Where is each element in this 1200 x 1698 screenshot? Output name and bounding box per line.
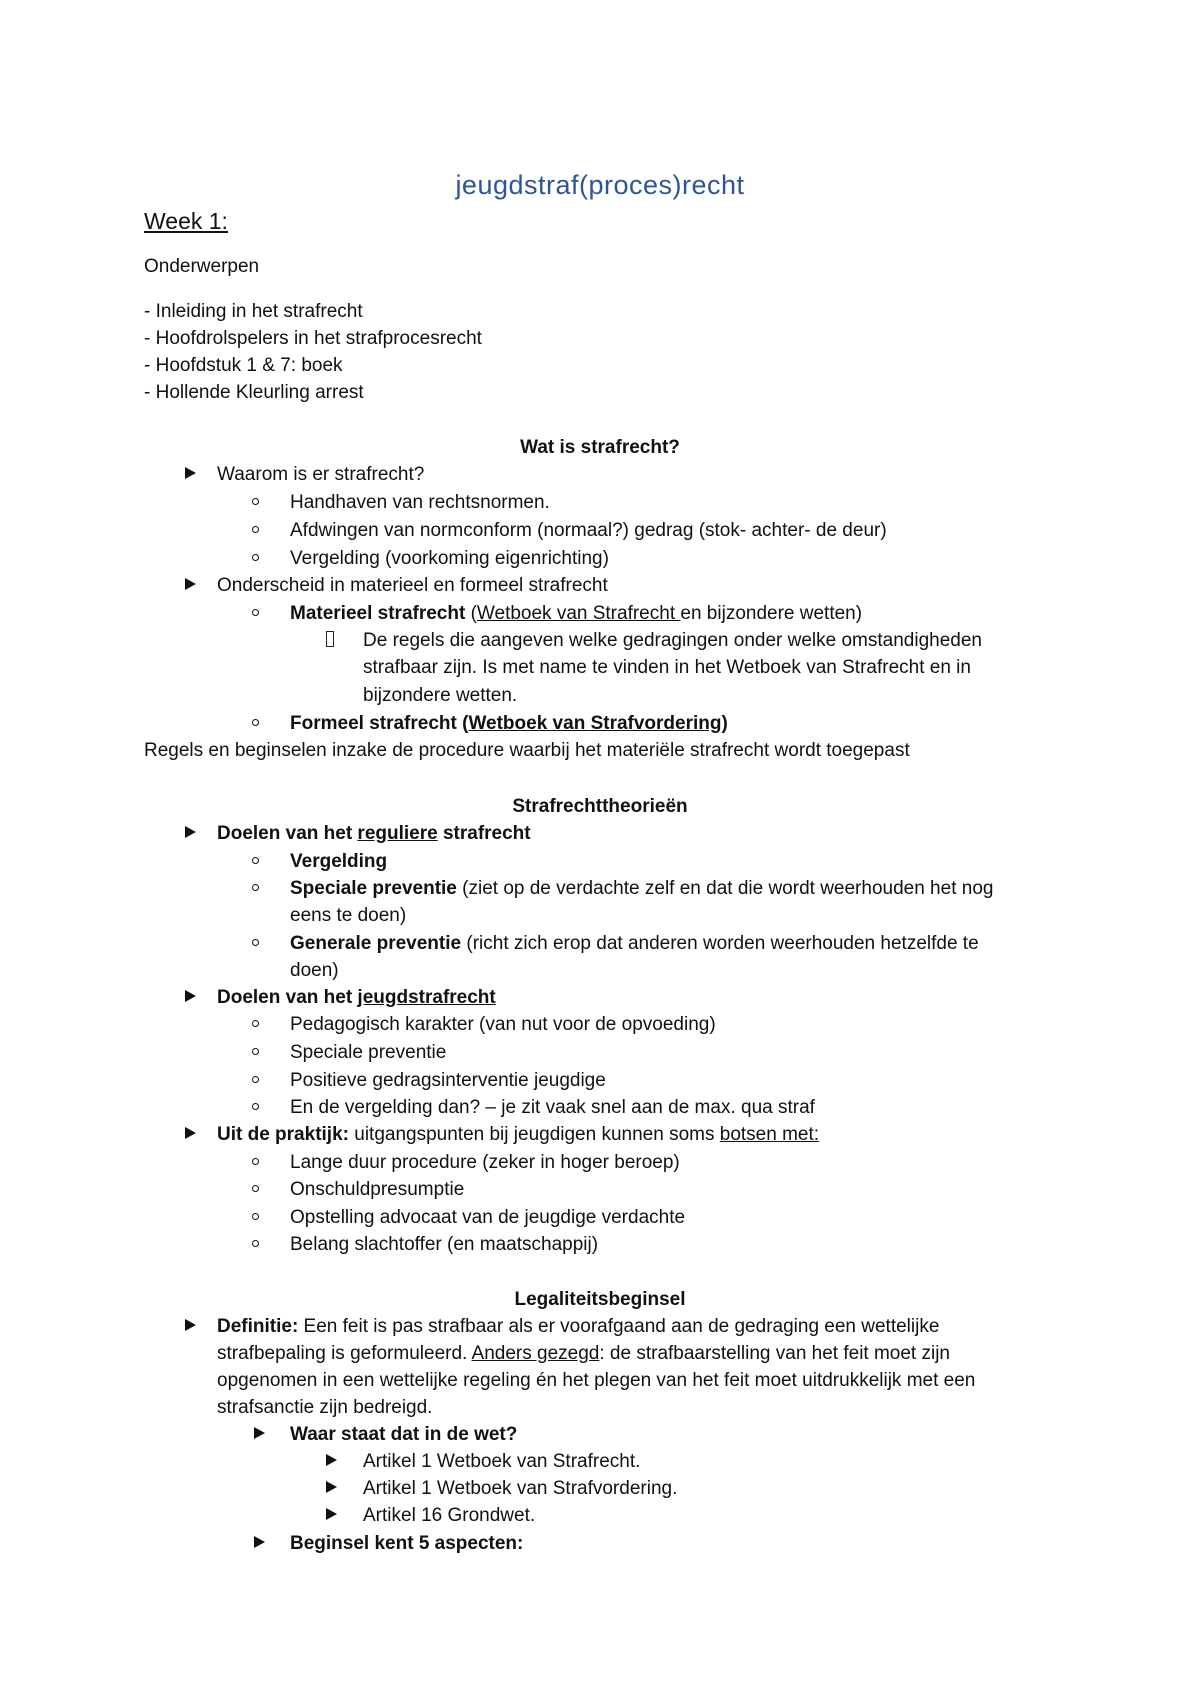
onderwerpen-item: - Hoofdstuk 1 & 7: boek xyxy=(144,355,343,376)
term: Speciale preventie xyxy=(290,878,457,899)
sub-bullet-text: Vergelding (voorkoming eigenrichting) xyxy=(290,548,609,569)
text: strafrecht xyxy=(437,823,531,844)
bullet-triangle-icon xyxy=(185,1315,196,1339)
onderwerpen-item: - Hollende Kleurling arrest xyxy=(144,382,364,403)
speciale-preventie-line xyxy=(290,877,993,901)
bullet-circle-icon xyxy=(252,1233,259,1257)
text: Doelen van het xyxy=(217,823,358,844)
text: uitgangspunten bij jeugdigen kunnen soms xyxy=(348,1124,720,1145)
sub-bullet-text: Handhaven van rechtsnormen. xyxy=(290,492,550,513)
text: (ziet op de verdachte zelf en dat die wordt weerhouden het nog xyxy=(456,878,994,899)
term: Uit de praktijk: xyxy=(217,1124,349,1145)
bullet-circle-icon xyxy=(252,519,259,543)
text: Doelen van het xyxy=(217,987,358,1008)
wetboek-strafrecht-link: Wetboek van Strafrecht xyxy=(476,603,681,624)
bullet-circle-icon xyxy=(252,1151,259,1175)
waar-staat-heading: Waar staat dat in de wet? xyxy=(290,1424,518,1445)
bullet-triangle-icon xyxy=(326,1450,337,1474)
bullet-circle-icon xyxy=(252,850,259,874)
sub-bullet-text: Afdwingen van normconform (normaal?) gedrag (stok- achter- de deur) xyxy=(290,520,887,541)
bullet-circle-icon xyxy=(252,491,259,515)
bullet-circle-icon xyxy=(252,1096,259,1120)
bullet-circle-icon xyxy=(252,602,259,626)
text: strafbepaling is geformuleerd. xyxy=(217,1343,472,1364)
formeel-strafrecht-line xyxy=(290,712,728,736)
vergelding-item: Vergelding xyxy=(290,851,388,872)
bullet-circle-icon xyxy=(252,1206,259,1230)
bullet-circle-icon xyxy=(252,932,259,956)
sub-bullet-text: Onschuldpresumptie xyxy=(290,1179,465,1200)
section-heading-wat-is-strafrecht: Wat is strafrecht? xyxy=(520,437,680,458)
bullet-triangle-icon xyxy=(185,822,196,846)
bullet-text: Onderscheid in materieel en formeel strafrecht xyxy=(217,575,608,596)
praktijk-line xyxy=(217,1123,819,1147)
underlined-term: botsen met: xyxy=(719,1124,820,1145)
artikel-item: Artikel 1 Wetboek van Strafvordering. xyxy=(363,1478,678,1499)
bullet-circle-icon xyxy=(252,1041,259,1065)
document-title: jeugdstraf(proces)recht xyxy=(455,170,745,200)
definition-line: strafbaar zijn. Is met name te vinden in het Wetboek van Strafrecht en in xyxy=(363,657,971,678)
bullet-triangle-icon xyxy=(326,1504,337,1528)
text: Een feit is pas strafbaar als er voorafgaand aan de gedraging een wettelijke xyxy=(298,1316,940,1337)
definitie-line-2 xyxy=(217,1342,950,1366)
definitie-line-3: opgenomen in een wettelijke regeling én het plegen van het feit moet uitdrukkelijk met een xyxy=(217,1370,976,1391)
sub-bullet-text: En de vergelding dan? – je zit vaak snel aan de max. qua straf xyxy=(290,1097,815,1118)
bullet-triangle-icon xyxy=(185,463,196,487)
text: (richt zich erop dat anderen worden weerhouden hetzelfde te xyxy=(461,933,979,954)
paren: ( xyxy=(456,713,469,734)
doelen-jeugd-line xyxy=(217,986,496,1010)
bullet-triangle-icon xyxy=(326,1477,337,1501)
term: Definitie: xyxy=(217,1316,299,1337)
sub-bullet-text: Pedagogisch karakter (van nut voor de opvoeding) xyxy=(290,1014,716,1035)
bullet-circle-icon xyxy=(252,547,259,571)
definitie-line-4: strafsanctie zijn bedreigd. xyxy=(217,1397,433,1418)
bullet-circle-icon xyxy=(252,1069,259,1093)
bullet-circle-icon xyxy=(252,1013,259,1037)
bullet-circle-icon xyxy=(252,712,259,736)
onderwerpen-item: - Inleiding in het strafrecht xyxy=(144,301,363,322)
sub-bullet-text: Belang slachtoffer (en maatschappij) xyxy=(290,1234,599,1255)
section-heading-legaliteitsbeginsel: Legaliteitsbeginsel xyxy=(514,1289,686,1310)
beginsel-heading: Beginsel kent 5 aspecten: xyxy=(290,1533,524,1554)
materieel-rest: en bijzondere wetten) xyxy=(680,603,863,624)
definition-line: De regels die aangeven welke gedragingen onder welke omstandigheden xyxy=(363,630,982,651)
bullet-circle-icon xyxy=(252,877,259,901)
materieel-label: Materieel strafrecht xyxy=(290,603,466,624)
section-heading-strafrechttheorieen: Strafrechttheorieën xyxy=(512,796,688,817)
doelen-regulier-line xyxy=(217,822,531,846)
artikel-item: Artikel 16 Grondwet. xyxy=(363,1505,536,1526)
paren: ( xyxy=(465,603,477,624)
underlined-term: Anders gezegd xyxy=(471,1343,600,1364)
definitie-line xyxy=(217,1315,939,1339)
underlined-term: jeugdstrafrecht xyxy=(357,987,496,1008)
sub-bullet-text: Positieve gedragsinterventie jeugdige xyxy=(290,1070,606,1091)
speciale-preventie-cont: eens te doen) xyxy=(290,905,407,926)
formeel-description: Regels en beginselen inzake de procedure waarbij het materiële strafrecht wordt toegepast xyxy=(144,740,910,761)
bullet-triangle-icon xyxy=(185,986,196,1010)
bullet-circle-icon xyxy=(252,1178,259,1202)
paren: ) xyxy=(721,713,728,734)
bullet-triangle-icon xyxy=(185,1123,196,1147)
sub-bullet-text: Lange duur procedure (zeker in hoger beroep) xyxy=(290,1152,680,1173)
definition-line: bijzondere wetten. xyxy=(363,685,518,706)
bullet-text: Waarom is er strafrecht? xyxy=(217,464,425,485)
box-bullet-icon xyxy=(326,629,334,653)
sub-bullet-text: Opstelling advocaat van de jeugdige verdachte xyxy=(290,1207,686,1228)
onderwerpen-heading: Onderwerpen xyxy=(144,256,260,277)
underlined-term: reguliere xyxy=(357,823,438,844)
term: Generale preventie xyxy=(290,933,462,954)
materieel-strafrecht-line xyxy=(290,602,862,626)
formeel-label: Formeel strafrecht xyxy=(290,713,457,734)
bullet-triangle-icon xyxy=(254,1532,265,1556)
bullet-triangle-icon xyxy=(185,574,196,598)
text: : de strafbaarstelling van het feit moet zijn xyxy=(599,1343,951,1364)
wetboek-strafvordering-link: Wetboek van Strafvordering xyxy=(468,713,722,734)
generale-preventie-line xyxy=(290,932,979,956)
artikel-item: Artikel 1 Wetboek van Strafrecht. xyxy=(363,1451,641,1472)
sub-bullet-text: Speciale preventie xyxy=(290,1042,447,1063)
generale-preventie-cont: doen) xyxy=(290,960,339,981)
onderwerpen-item: - Hoofdrolspelers in het strafprocesrecht xyxy=(144,328,482,349)
bullet-triangle-icon xyxy=(254,1423,265,1447)
week-heading: Week 1: xyxy=(144,208,228,234)
